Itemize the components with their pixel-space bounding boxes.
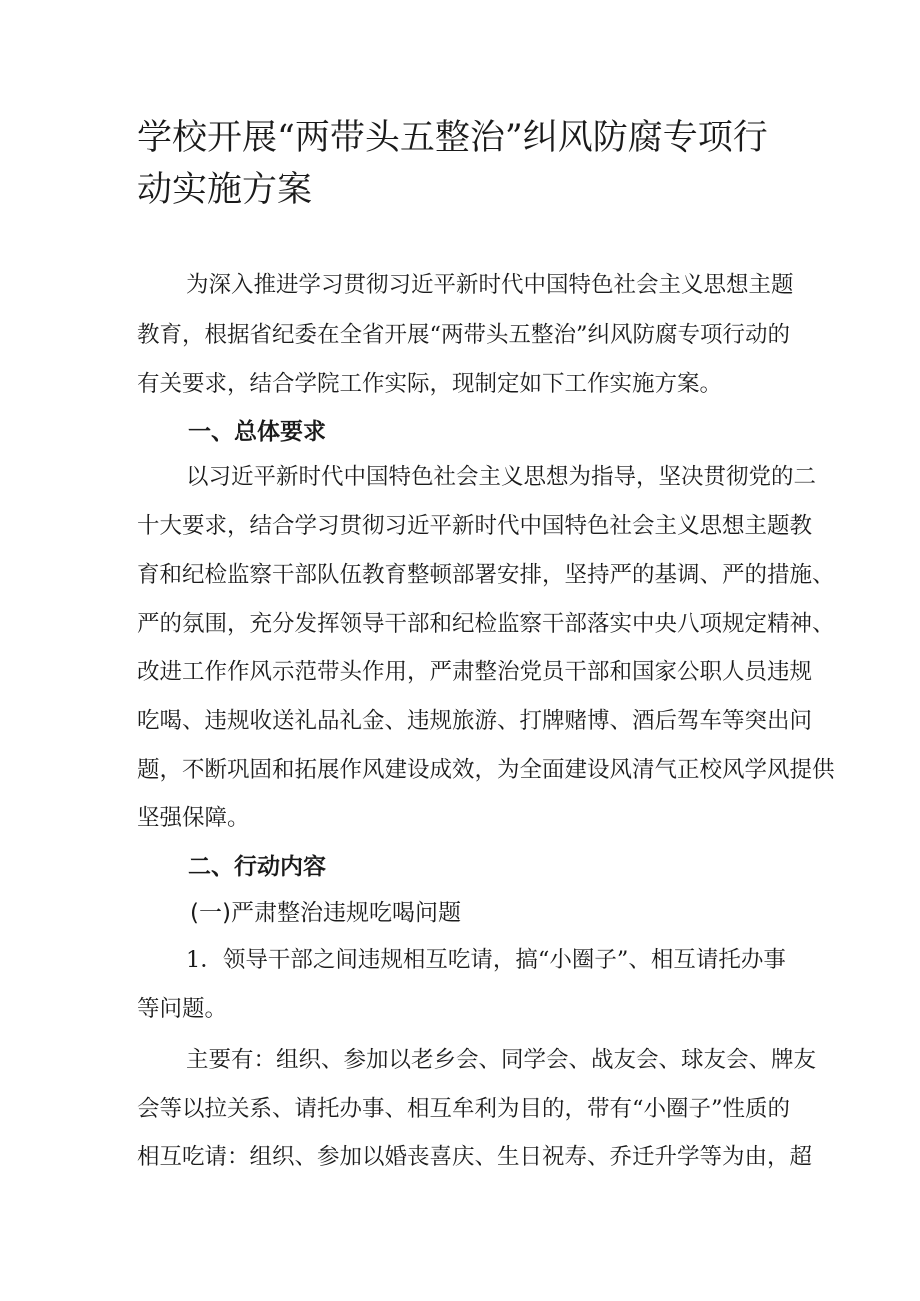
item1-detail-line-1: 主要有：组织、参加以老乡会、同学会、战友会、球友会、牌友 <box>186 1047 817 1073</box>
item1-line-1: 1．领导干部之间违规相互吃请，搞“小圈子”、相互请托办事 <box>186 947 786 973</box>
section1-line-2: 十大要求，结合学习贯彻习近平新时代中国特色社会主义思想主题教 <box>137 513 813 539</box>
section1-line-4: 严的氛围，充分发挥领导干部和纪检监察干部落实中央八项规定精神、 <box>137 611 835 637</box>
section1-line-6: 吃喝、违规收送礼品礼金、违规旅游、打牌赌博、酒后驾车等突出问 <box>137 708 813 734</box>
intro-line-1: 为深入推进学习贯彻习近平新时代中国特色社会主义思想主题 <box>186 272 794 298</box>
document-title: 学校开展“两带头五整治”纠风防腐专项行动实施方案 <box>137 118 768 210</box>
item1-detail-line-2: 会等以拉关系、请托办事、相互牟利为目的，带有“小圈子”性质的 <box>137 1096 791 1122</box>
subsection1-heading: (一)严肃整治违规吃喝问题 <box>190 900 461 926</box>
section1-line-3: 育和纪检监察干部队伍教育整顿部署安排，坚持严的基调、严的措施、 <box>137 562 835 588</box>
section1-line-8: 坚强保障。 <box>137 805 250 831</box>
item1-detail-line-3: 相互吃请：组织、参加以婚丧喜庆、生日祝寿、乔迁升学等为由，超 <box>137 1144 813 1170</box>
section1-line-7: 题，不断巩固和拓展作风建设成效，为全面建设风清气正校风学风提供 <box>137 757 835 783</box>
section1-line-1: 以习近平新时代中国特色社会主义思想为指导，坚决贯彻党的二 <box>186 464 817 490</box>
section2-heading: 二、行动内容 <box>188 854 326 880</box>
section1-line-5: 改进工作作风示范带头作用，严肃整治党员干部和国家公职人员违规 <box>137 659 813 685</box>
intro-line-2: 教育，根据省纪委在全省开展“两带头五整治”纠风防腐专项行动的 <box>137 322 791 348</box>
item1-line-2: 等问题。 <box>137 996 228 1022</box>
intro-line-3: 有关要求，结合学院工作实际，现制定如下工作实施方案。 <box>137 371 723 397</box>
section1-heading: 一、总体要求 <box>188 419 326 445</box>
